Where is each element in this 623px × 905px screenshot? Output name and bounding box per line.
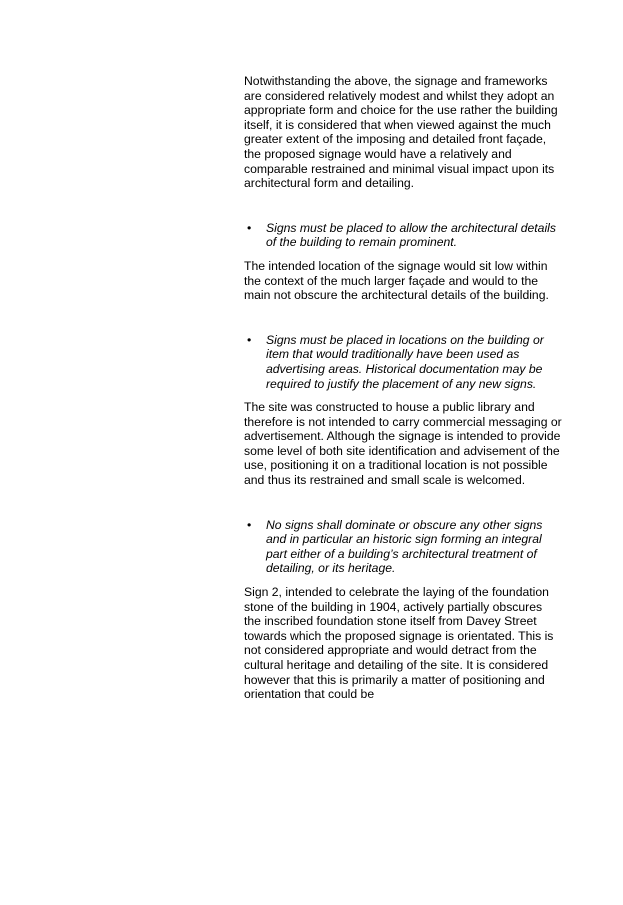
bullet-icon: • bbox=[247, 332, 252, 347]
bullet-text: No signs shall dominate or obscure any other signs and in particular an historic sign forming an integral part either of a building’s architectural treatment of detailing, or its heritage. bbox=[266, 517, 543, 576]
paragraph-intended-location: The intended location of the signage would sit low within the context of the much larger façade and would to the main not obscure the architectural details of the building. bbox=[244, 258, 549, 303]
text-column bbox=[244, 74, 562, 702]
spacer bbox=[244, 191, 562, 221]
spacer bbox=[244, 488, 562, 518]
bullet-text: Signs must be placed to allow the architectural details of the building to remain prominent. bbox=[266, 220, 556, 250]
bullet-icon: • bbox=[247, 517, 252, 532]
bullet-architectural-details bbox=[244, 221, 562, 250]
paragraph-public-library: The site was constructed to house a public library and therefore is not intended to carry commercial messaging or advertisement. Although the signage is intended to provide some level of both site identification and advisement of the use, positioning it on a traditional location is not possible and thus its restrained and small scale is welcomed. bbox=[244, 400, 562, 488]
paragraph-signage-frameworks: Notwithstanding the above, the signage and frameworks are considered relatively modest and whilst they adopt an appropriate form and choice for the use rather the building itself, it is considered that when viewed against the much greater extent of the imposing and detailed front façade, the proposed signage would have a relatively and comparable restrained and minimal visual impact upon its architectural form and detailing. bbox=[244, 74, 558, 191]
bullet-icon: • bbox=[247, 220, 252, 235]
bullet-no-dominate bbox=[244, 518, 562, 576]
bullet-text: Signs must be placed in locations on the building or item that would traditionally have been used as advertising areas. Historical documentation may be required to justify the placement of any new signs. bbox=[266, 332, 544, 391]
paragraph-sign-2: Sign 2, intended to celebrate the laying of the foundation stone of the building in 1904, actively partially obscures the inscribed foundation stone itself from Davey Street towards which the proposed signage is orientated. This is not considered appropriate and would detract from the cultural heritage and detailing of the site. It is considered however that this is primarily a matter of positioning and orientation that could be bbox=[244, 585, 554, 702]
bullet-traditional-locations bbox=[244, 333, 562, 391]
spacer bbox=[244, 303, 562, 333]
